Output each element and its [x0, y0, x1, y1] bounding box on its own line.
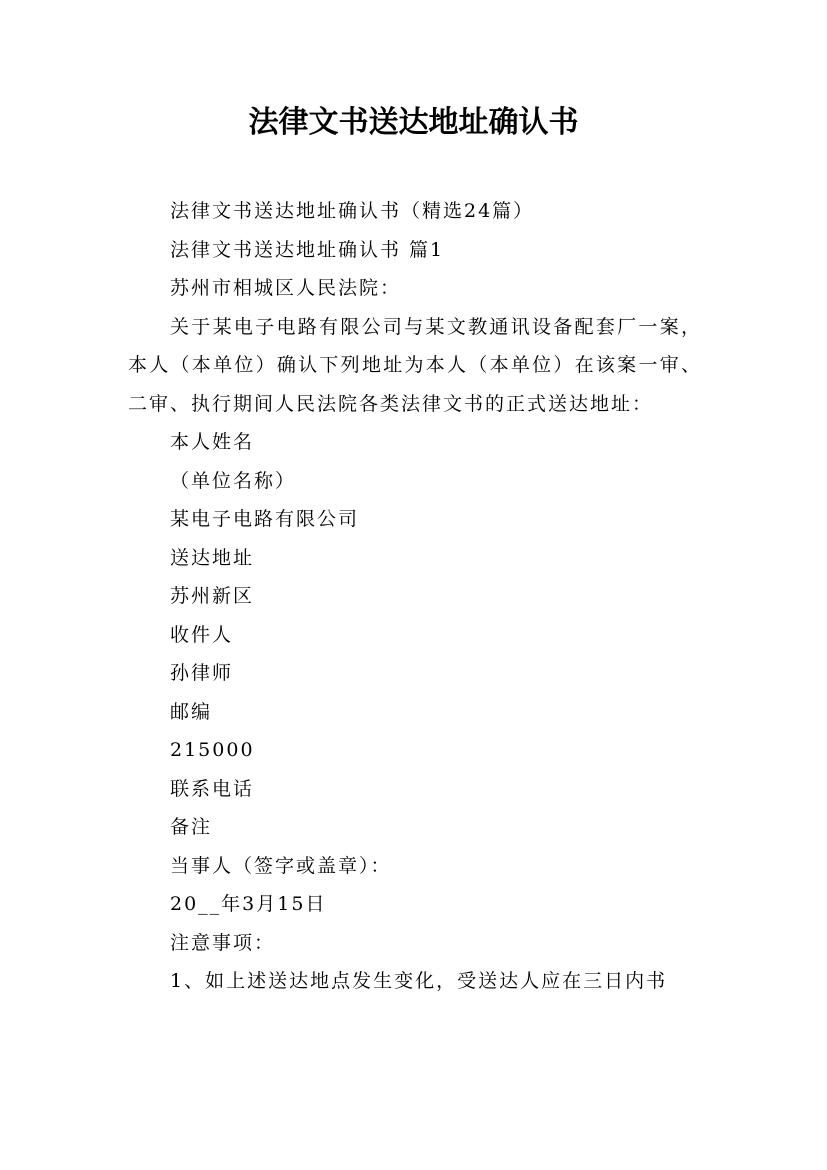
paragraph-confirmation-statement: 关于某电子电路有限公司与某文教通讯设备配套厂一案，本人（本单位）确认下列地址为本人（本单位）在该案一审、二审、执行期间人民法院各类法律文书的正式送达地址：	[128, 315, 702, 415]
field-label-postcode: 邮编	[170, 700, 213, 723]
note-item-1: 1、如上述送达地点发生变化，受送达人应在三日内书	[170, 970, 668, 992]
field-label-remarks: 备注	[170, 816, 213, 838]
paragraph-addressee: 苏州市相城区人民法院：	[170, 277, 402, 299]
document-body	[128, 192, 702, 1001]
field-value-recipient: 孙律师	[170, 662, 234, 684]
field-value-address: 苏州新区	[170, 585, 255, 607]
notes-heading: 注意事项：	[170, 931, 276, 954]
document-title: 法律文书送达地址确认书	[248, 105, 579, 140]
signature-line: 当事人（签字或盖章）：	[170, 854, 392, 877]
field-value-company: 某电子电路有限公司	[170, 508, 360, 530]
field-label-name: 本人姓名	[170, 431, 255, 453]
field-label-recipient: 收件人	[170, 623, 234, 646]
field-label-address: 送达地址	[170, 546, 255, 569]
field-value-postcode: 215000	[170, 739, 255, 761]
paragraph-section-heading: 法律文书送达地址确认书 篇1	[170, 238, 445, 261]
paragraph-subtitle: 法律文书送达地址确认书（精选24篇）	[170, 200, 535, 222]
field-label-unit-name: （单位名称）	[170, 469, 297, 492]
field-label-phone: 联系电话	[170, 777, 255, 800]
date-line: 20__年3月15日	[170, 893, 327, 915]
